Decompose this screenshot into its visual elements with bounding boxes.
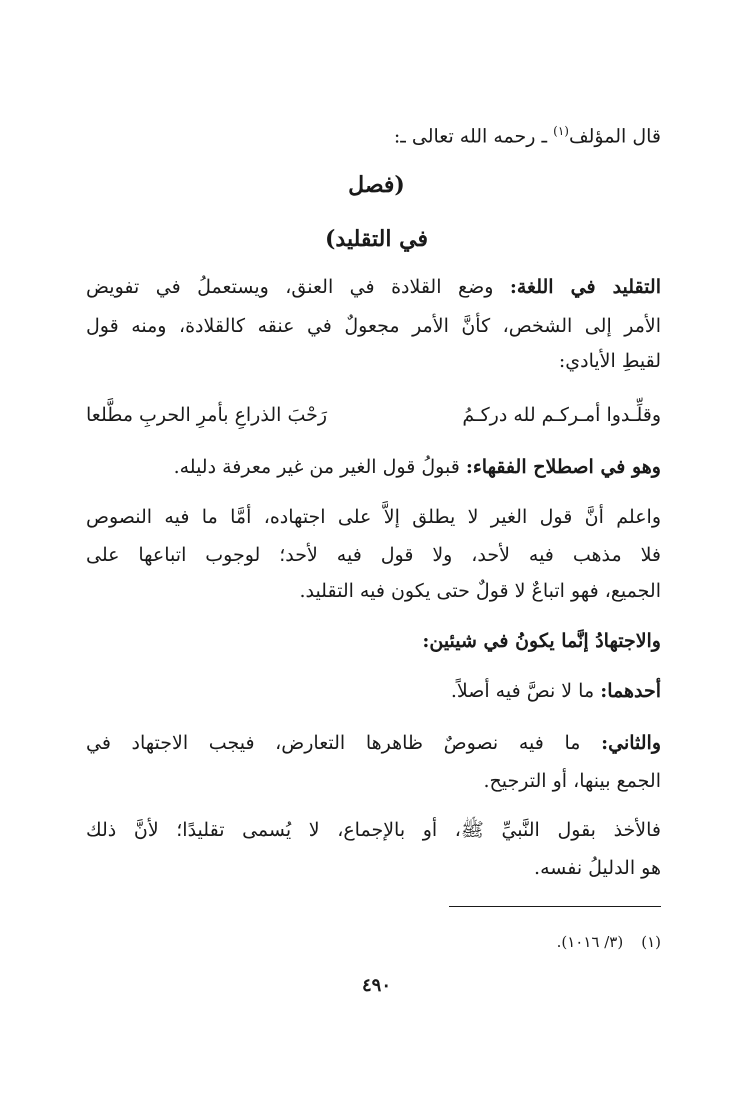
p5-bold-term: أحدهما: xyxy=(600,680,661,702)
intro-text-a: قال المؤلف xyxy=(568,125,661,148)
p7-line1: فالأخذ بقول النَّبيِّ ﷺ، أو بالإجماع، لا يُسمى تقليدًا؛ لأنَّ ذلك xyxy=(86,819,661,841)
verse-hemistich-2: رَحْبَ الذراعِ بأمرِ الحربِ مطَّلعا xyxy=(86,404,328,426)
p1-line2: الأمر إلى الشخص، كأنَّ الأمر مجعولٌ في عنقه كالقلادة، ومنه قول xyxy=(86,315,661,337)
p1-line1-rest: وضع القلادة في العنق، ويستعملُ في تفويض xyxy=(86,276,510,298)
page-number: ٤٩٠ xyxy=(361,975,391,996)
p7-line2: هو الدليلُ نفسه. xyxy=(534,857,661,879)
p5-line xyxy=(86,676,661,706)
poetry-verse xyxy=(86,400,661,430)
p5-rest: ما لا نصَّ فيه أصلاً. xyxy=(450,680,601,702)
p3-line1: واعلم أنَّ قول الغير لا يطلق إلاَّ على اجتهاده، أمَّا ما فيه النصوص xyxy=(86,506,661,528)
footnote-text: (٣/ ١٠١٦). xyxy=(556,933,624,951)
p1-line3: لقيطِ الأيادي: xyxy=(558,350,661,372)
intro-footnote-ref: (١) xyxy=(553,124,569,138)
footnote-mark: (١) xyxy=(641,933,661,951)
p3-line2: فلا مذهب فيه لأحد، ولا قول فيه لأحد؛ لوجوب اتباعها على xyxy=(86,544,661,566)
footnote-separator xyxy=(449,906,661,907)
p2-line xyxy=(86,452,661,482)
p6-bold-term: والثاني: xyxy=(601,732,661,754)
verse-hemistich-1: وقلِّـدوا أمـركـم لله دركـمُ xyxy=(462,404,661,426)
p6-line1 xyxy=(86,728,661,758)
p3-line3: الجميع، فهو اتباعٌ لا قولٌ حتى يكون فيه التقليد. xyxy=(299,580,661,602)
p6-line1-rest: ما فيه نصوصٌ ظاهرها التعارض، فيجب الاجتهاد في xyxy=(86,732,602,754)
p6-line2: الجمع بينها، أو الترجيح. xyxy=(483,770,661,792)
footnote xyxy=(557,930,661,954)
section-heading-chapter: (فصل xyxy=(348,172,405,198)
p2-rest: قبولُ قول الغير من غير معرفة دليله. xyxy=(173,456,466,478)
p1-line1 xyxy=(86,272,661,302)
p4-line: والاجتهادُ إنَّما يكونُ في شيئين: xyxy=(422,630,661,652)
p2-bold-term: وهو في اصطلاح الفقهاء: xyxy=(465,456,661,478)
intro-text-b: ـ رحمه الله تعالى ـ: xyxy=(393,125,554,148)
p1-bold-term: التقليد في اللغة: xyxy=(509,276,661,298)
intro-line xyxy=(86,116,661,151)
section-heading-title: في التقليد) xyxy=(325,226,428,252)
